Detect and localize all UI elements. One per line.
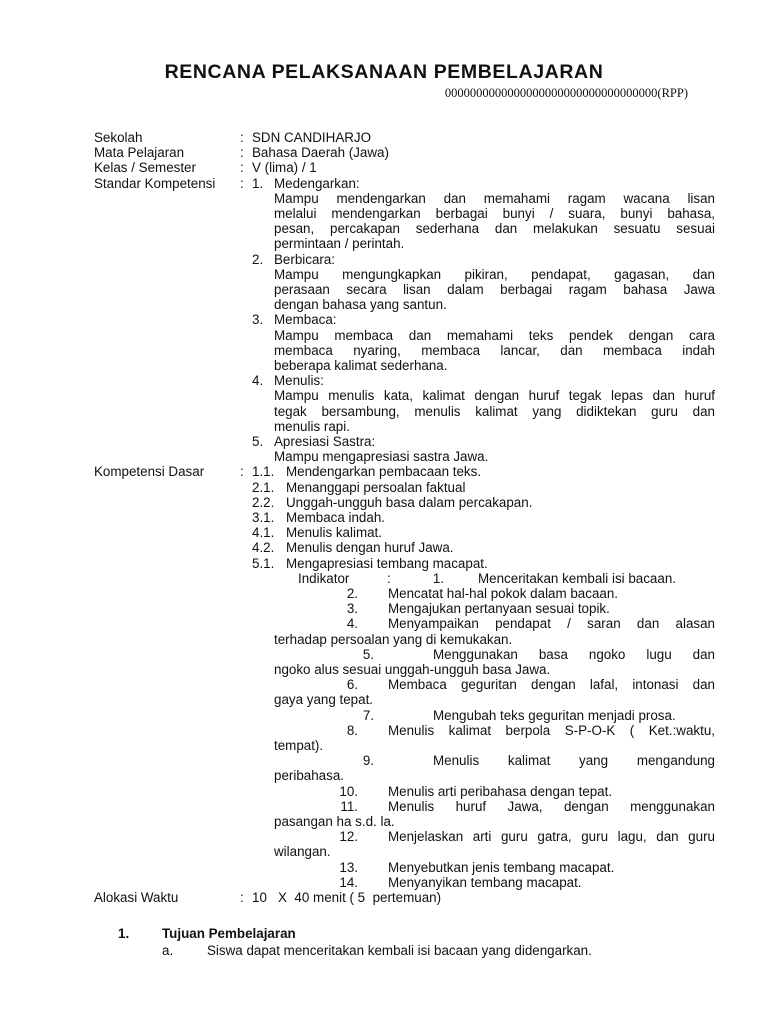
indikator-text: Mengubah teks geguritan menjadi prosa. bbox=[433, 707, 676, 723]
kd-item-text: Menulis dengan huruf Jawa. bbox=[286, 540, 454, 556]
indikator-text: Menyanyikan tembang macapat. bbox=[388, 874, 582, 890]
kd-item-number: 1.1. bbox=[252, 464, 275, 480]
kd-item-number: 2.2. bbox=[252, 494, 275, 510]
sk-item-line: permintaan / perintah. bbox=[274, 236, 405, 252]
sk-item-number: 4. bbox=[252, 373, 264, 389]
indikator-number: 10. bbox=[339, 783, 358, 799]
identity-value: Bahasa Daerah (Jawa) bbox=[252, 145, 389, 161]
kd-item-text: Membaca indah. bbox=[286, 510, 385, 525]
indikator-continuation: tempat). bbox=[274, 738, 324, 753]
tujuan-number: 1. bbox=[118, 926, 130, 942]
sk-item-number: 2. bbox=[252, 251, 264, 267]
kd-label: Kompetensi Dasar bbox=[94, 464, 205, 480]
sk-item-line: Mampu mengungkapkan pikiran, pendapat, gagasan, dan bbox=[274, 266, 715, 282]
identity-label: Mata Pelajaran bbox=[94, 145, 185, 161]
sk-item-line: tegak bersambung, menulis kalimat yang didiktekan guru dan bbox=[274, 403, 715, 419]
indikator-text: Menceritakan kembali isi bacaan. bbox=[478, 570, 676, 586]
sk-item-line: Mampu mengapresiasi sastra Jawa. bbox=[274, 449, 489, 465]
tujuan-item-letter: a. bbox=[162, 942, 174, 958]
indikator-number: 14. bbox=[339, 874, 358, 890]
sk-item-heading: Berbicara: bbox=[274, 251, 336, 267]
indikator-text: Mengajukan pertanyaan sesuai topik. bbox=[388, 601, 610, 617]
indikator-text: Menulis kalimat berpola S-P-O-K ( Ket.:waktu, bbox=[388, 722, 715, 738]
document-code: 0000000000000000000000000000000000(RPP) bbox=[444, 86, 688, 100]
sk-item-number: 1. bbox=[252, 175, 264, 191]
indikator-text: Mencatat hal-hal pokok dalam bacaan. bbox=[388, 586, 619, 601]
identity-value: V (lima) / 1 bbox=[252, 160, 317, 176]
kd-item-number: 3.1. bbox=[252, 510, 275, 525]
indikator-number: 8. bbox=[346, 722, 358, 738]
indikator-number: 4. bbox=[346, 616, 358, 632]
kd-item-text: Menanggapi persoalan faktual bbox=[286, 479, 466, 495]
identity-label: Kelas / Semester bbox=[94, 160, 196, 176]
indikator-number: 1. bbox=[432, 570, 444, 586]
identity-colon: : bbox=[240, 145, 244, 161]
indikator-text: Menyebutkan jenis tembang macapat. bbox=[388, 859, 615, 875]
indikator-continuation: peribahasa. bbox=[274, 768, 344, 784]
alokasi-label: Alokasi Waktu bbox=[94, 890, 179, 905]
tujuan-item-text: Siswa dapat menceritakan kembali isi bacaan yang didengarkan. bbox=[207, 942, 592, 958]
indikator-continuation: ngoko alus sesuai unggah-ungguh basa Jawa. bbox=[274, 662, 551, 677]
indikator-continuation: pasangan ha s.d. la. bbox=[274, 814, 395, 829]
kd-item-number: 4.1. bbox=[252, 525, 275, 541]
identity-value: SDN CANDIHARJO bbox=[252, 130, 372, 145]
indikator-continuation: gaya yang tepat. bbox=[274, 692, 374, 708]
indikator-number: 6. bbox=[346, 677, 358, 693]
indikator-continuation: terhadap persoalan yang di kemukakan. bbox=[274, 631, 513, 647]
sk-item-line: pesan, percakapan sederhana dan melakukan sesuatu sesuai bbox=[274, 221, 715, 237]
indikator-number: 7. bbox=[362, 707, 374, 723]
sk-item-line: Mampu membaca dan memahami teks pendek dengan cara bbox=[274, 327, 715, 343]
indikator-number: 2. bbox=[346, 586, 358, 601]
identity-label: Sekolah bbox=[94, 130, 143, 145]
sk-item-line: dengan bahasa yang santun. bbox=[274, 297, 447, 313]
kd-item-text: Mendengarkan pembacaan teks. bbox=[286, 464, 482, 480]
sk-item-number: 3. bbox=[252, 312, 264, 328]
indikator-number: 3. bbox=[346, 601, 358, 617]
alokasi-colon: : bbox=[240, 890, 244, 905]
kd-item-text: Menulis kalimat. bbox=[286, 525, 382, 541]
sk-item-line: melalui mendengarkan berbagai bunyi / suara, bunyi bahasa, bbox=[274, 206, 715, 221]
kd-item-number: 2.1. bbox=[252, 479, 275, 495]
indikator-number: 12. bbox=[339, 829, 358, 845]
indikator-text: Membaca geguritan dengan lafal, intonasi dan bbox=[388, 677, 715, 693]
indikator-text: Menulis arti peribahasa dengan tepat. bbox=[388, 783, 613, 799]
kd-colon: : bbox=[240, 464, 244, 480]
sk-item-line: perasaan secara lisan dalam berbagai ragam bahasa Jawa bbox=[274, 282, 715, 297]
alokasi-value: 10 X 40 menit ( 5 pertemuan) bbox=[252, 890, 442, 905]
kd-item-number: 4.2. bbox=[252, 540, 275, 556]
indikator-number: 9. bbox=[362, 753, 374, 769]
indikator-number: 11. bbox=[340, 798, 358, 814]
indikator-text: Menulis huruf Jawa, dengan menggunakan bbox=[388, 798, 715, 814]
indikator-text: Menggunakan basa ngoko lugu dan bbox=[433, 646, 715, 662]
sk-item-heading: Menulis: bbox=[274, 373, 324, 389]
indikator-text: Menjelaskan arti guru gatra, guru lagu, dan guru bbox=[388, 829, 715, 845]
kd-item-text: Unggah-ungguh basa dalam percakapan. bbox=[286, 494, 533, 510]
indikator-continuation: wilangan. bbox=[274, 844, 331, 860]
sk-item-line: menulis rapi. bbox=[274, 418, 350, 434]
indikator-text: Menyampaikan pendapat / saran dan alasan bbox=[388, 616, 715, 632]
indikator-label: Indikator bbox=[298, 570, 350, 586]
kd-item-text: Mengapresiasi tembang macapat. bbox=[286, 555, 488, 571]
sk-item-line: beberapa kalimat sederhana. bbox=[274, 358, 448, 373]
identity-colon: : bbox=[240, 160, 244, 176]
sk-item-heading: Medengarkan: bbox=[274, 175, 360, 191]
sk-item-number: 5. bbox=[252, 434, 264, 449]
sk-colon: : bbox=[240, 175, 244, 191]
tujuan-heading: Tujuan Pembelajaran bbox=[162, 926, 296, 942]
page-title: RENCANA PELAKSANAAN PEMBELAJARAN bbox=[164, 61, 604, 83]
sk-item-line: Mampu mendengarkan dan memahami ragam wacana lisan bbox=[274, 190, 715, 206]
sk-item-heading: Membaca: bbox=[274, 312, 337, 328]
indikator-number: 5. bbox=[362, 646, 374, 662]
indikator-colon: : bbox=[387, 570, 391, 586]
sk-item-line: membaca nyaring, membaca lancar, dan membaca indah bbox=[274, 342, 715, 358]
sk-item-line: Mampu menulis kata, kalimat dengan huruf tegak lepas dan huruf bbox=[274, 388, 715, 404]
identity-colon: : bbox=[240, 130, 244, 145]
indikator-text: Menulis kalimat yang mengandung bbox=[433, 753, 715, 769]
sk-item-heading: Apresiasi Sastra: bbox=[274, 434, 376, 449]
indikator-number: 13. bbox=[339, 859, 358, 875]
kd-item-number: 5.1. bbox=[252, 555, 275, 571]
sk-label: Standar Kompetensi bbox=[94, 175, 216, 191]
